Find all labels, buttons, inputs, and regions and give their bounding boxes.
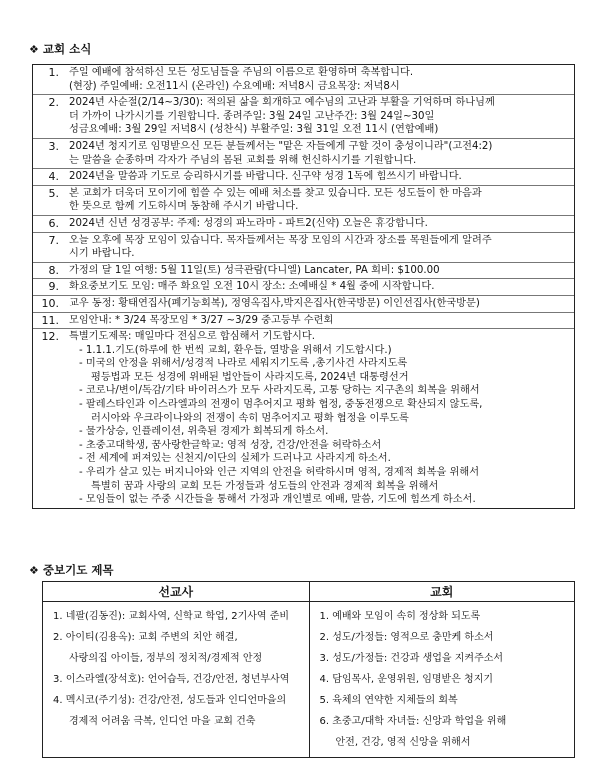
prayer-topic-line: 특별히 꿈과 사랑의 교회 모든 가정들과 성도들의 안전과 경제적 회복을 위해서 [91,480,439,492]
news-item-content [65,233,574,262]
news-title: 교회 소식 [42,42,92,56]
prayer-item-line: 3. 성도/가정들: 건강과 생업을 지켜주소서 [319,653,504,664]
prayer-topic-line: - 전 세계에 퍼져있는 신천지/이단의 실체가 드러나고 사라지게 하소서. [79,453,391,465]
news-item-content [65,169,574,185]
prayer-item-line: 1. 예배와 모임이 속히 정상화 되도록 [319,611,481,622]
news-item-line: 성금요예배: 3월 29일 저녁8시 (성찬식) 부활주일: 3월 31일 오전 11시 (연합예배) [69,124,439,136]
prayer-item-line: 4. 멕시코(주기성): 건강/안전, 성도들과 인디언마을의 [53,695,287,706]
news-item [33,262,574,279]
news-item-line: 2024년을 말씀과 기도로 승리하시기를 바랍니다. 신구약 성경 1독에 힘쓰시기 바랍니다. [69,171,462,183]
prayer-item-line: 6. 초중고/대학 자녀들: 신앙과 학업을 위해 [319,716,507,727]
news-item-number: 3. [48,139,59,153]
news-item-line: 화요중보기도 모임: 매주 화요일 오전 10시 장소: 소예배실 * 4월 중에 시작합니다. [69,281,435,293]
prayer-item-line: 1. 네팔(김동진): 교회사역, 신학교 학업, 2기사역 준비 [53,611,290,622]
news-item-number: 7. [48,233,59,247]
prayer-item-line: 5. 육체의 연약한 지체들의 회복 [319,695,458,706]
news-item [33,138,574,168]
prayer-topic-line: - 초중고대학생, 꿈사랑한글학교: 영적 성장, 건강/안전을 허락하소서 [79,439,382,451]
church-list [310,602,575,757]
news-item [33,215,574,232]
church-header: 교회 [310,582,575,602]
news-item-line: 시기 바랍니다. [69,248,135,260]
missionary-list [43,602,309,736]
news-item-content [65,263,574,279]
news-item [33,278,574,295]
prayer-topic-line: 러시아와 우크라이나와의 전쟁이 속히 멈추어지고 평화 협정을 이루도록 [91,412,409,424]
news-section-title [29,42,91,57]
prayer-topic-line: - 코로나/변이/독감/기타 바이러스가 모두 사라지도록, 고통 당하는 지구촌의 회복을 위해서 [79,385,480,397]
news-item-line: 한 뜻으로 함께 기도하시며 동참해 주시기 바랍니다. [69,201,299,213]
news-item-number: 10. [41,296,59,310]
news-item-content [65,313,574,329]
prayer-item-line: 사랑의집 아이들, 정부의 정치적/경제적 안정 [69,653,263,664]
news-item-content [65,139,574,168]
news-item-number: 5. [48,186,59,200]
news-item-line: 2024년 신년 성경공부: 주제: 성경의 파노라마 - 파트2(신약) 오늘은 휴강합니다. [69,217,428,229]
prayer-table [42,581,575,758]
news-item [33,185,574,215]
prayer-item-line: 2. 아이티(김용옥): 교회 주변의 치안 해결, [53,632,238,643]
news-table [32,64,575,509]
news-item [33,168,574,185]
news-item-number: 1. [48,66,59,79]
news-item-number: 9. [48,280,59,294]
news-item [33,328,574,508]
news-item-line: 주일 예배에 참석하신 모든 성도님들을 주님의 이름으로 환영하며 축복합니다. [69,67,414,78]
news-item-number: 12. [41,330,59,344]
news-item-number: 8. [48,263,59,277]
news-item-number: 4. [48,170,59,184]
news-item-line: 오늘 오후에 목장 모임이 있습니다. 목자들께서는 목장 모임의 시간과 장소를 목원들에게 알려주 [69,234,492,246]
news-item-content [65,65,574,94]
intercession-section-title [29,563,114,578]
missionary-header: 선교사 [43,582,309,602]
prayer-topic-line: 평등법과 모든 성경에 위배된 법안들이 사라지도록, 2024년 대통령선거 [91,371,409,383]
news-item [33,232,574,262]
news-item-number: 11. [41,313,59,327]
church-column [309,582,575,757]
news-item-line: 가정의 달 1일 여행: 5월 11일(토) 성극관람(다니엘) Lancater, PA 회비: $100.00 [69,264,440,276]
news-item-content [65,279,574,295]
news-item-number: 6. [48,216,59,230]
diamond-icon: ❖ [29,43,39,56]
news-item-line: 모임안내: * 3/24 목장모임 * 3/27 ~3/29 중고등부 수련회 [69,314,334,326]
news-item [33,94,574,138]
prayer-topic-line: - 1.1.1.기도(하루에 한 번씩 교회, 환우들, 열방을 위해서 기도합시다.) [79,344,392,356]
news-item-number: 2. [48,96,59,110]
prayer-item-line: 경제적 어려움 극복, 인디언 마을 교회 건축 [69,716,256,727]
news-item-line: 2024년 사순절(2/14~3/30): 적의된 삶을 회개하고 예수님의 고난과 부활을 기억하며 하나님께 [69,97,495,109]
news-item-content [65,296,574,312]
prayer-topic-line: - 우리가 살고 있는 버지니아와 인근 지역의 안전을 허락하시며 영적, 경제적 회복을 위해서 [79,467,480,479]
news-item-line: (현장) 주일예배: 오전11시 (온라인) 수요예배: 저녁8시 금요목장: 저녁8시 [69,80,400,92]
intercession-title: 중보기도 제목 [42,563,114,577]
news-item [33,65,574,94]
prayer-item-line: 2. 성도/가정들: 영적으로 충만케 하소서 [319,632,494,643]
diamond-icon: ❖ [29,564,39,577]
prayer-topic-line: - 팔레스타인과 이스라엘과의 전쟁이 멈추어지고 평화 협정, 중동전쟁으로 확산되지 않도록, [79,399,483,411]
prayer-item-line: 4. 담임목사, 운영위원, 임명받은 청지기 [319,674,494,685]
prayer-topic-line: - 모임들이 없는 주중 시간들을 통해서 가정과 개인별로 예배, 말씀, 기도에 힘쓰게 하소서. [79,494,476,506]
news-item-line: 는 말씀을 순종하며 각자가 주님의 몸된 교회를 위해 헌신하시기를 기원합니다. [69,154,417,166]
prayer-topic-line: - 물가상승, 인플레이션, 위축된 경제가 회복되게 하소서. [79,426,329,438]
news-item [33,295,574,312]
news-item-line: 본 교회가 더욱더 모이기에 힘쓸 수 있는 예배 처소를 찾고 있습니다. 모든 성도들이 한 마음과 [69,187,482,199]
news-item-line: 교우 동정: 황태연집사(폐기능회복), 정영옥집사,박지은집사(한국방문) 이인선집사(한국방문) [69,297,480,309]
news-item-line: 2024년 청지기로 임명받으신 모든 분들께서는 "맡은 자들에게 구할 것이 충성이니라"(고전4:2) [69,140,493,152]
prayer-item-line: 3. 이스라엘(장석호): 언어습득, 건강/안전, 청년부사역 [53,674,290,685]
prayer-item-line: 안전, 건강, 영적 신앙을 위해서 [335,737,471,748]
news-item-content [65,329,574,508]
news-item-line: 특별기도제목: 매일마다 전심으로 합심해서 기도합시다. [69,331,315,343]
prayer-topic-line: - 미국의 안정을 위해서/성경적 나라로 세워지기도록 ,총기사건 사라지도록 [79,358,408,370]
news-item [33,312,574,329]
news-item-line: 더 가까이 나가시기를 기원합니다. 종려주일: 3월 24일 고난주간: 3월 24일~30일 [69,110,435,122]
news-item-content [65,216,574,232]
missionary-column [43,582,309,757]
news-item-content [65,186,574,215]
news-item-content [65,95,574,138]
